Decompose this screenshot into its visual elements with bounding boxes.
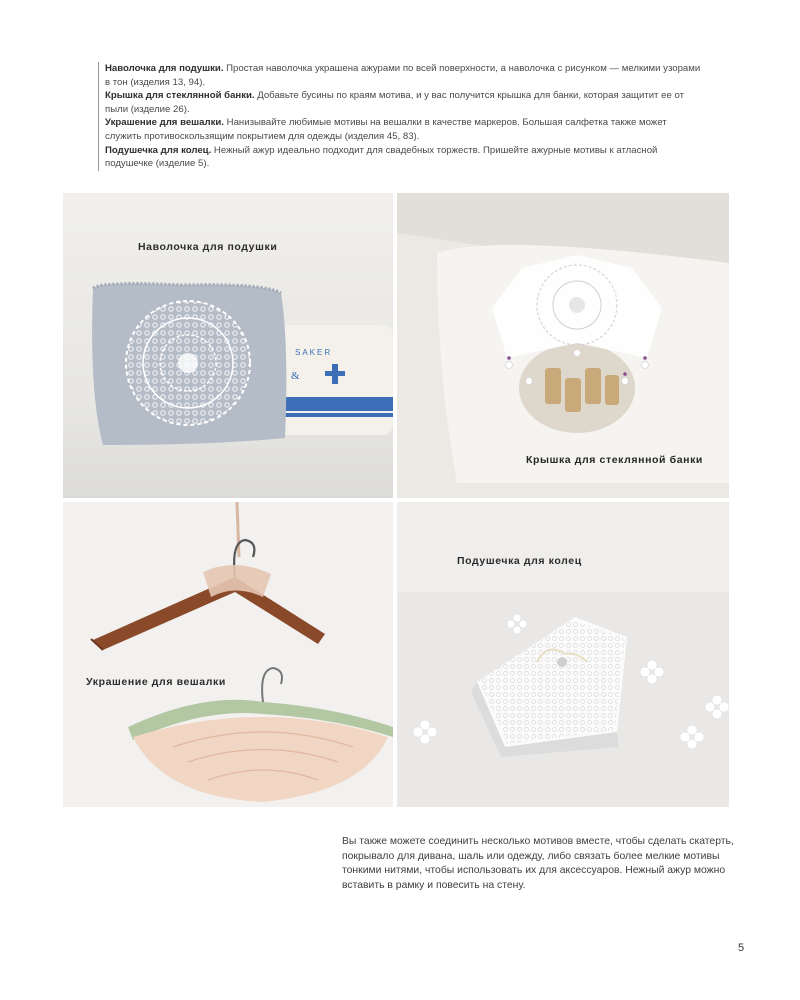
intro-term: Крышка для стеклянной банки.	[105, 90, 255, 102]
intro-pillow	[105, 62, 705, 89]
intro-jar	[105, 89, 705, 116]
intro-term: Наволочка для подушки.	[105, 63, 224, 74]
ring-pillow-photo	[397, 502, 729, 807]
intro-text-block	[98, 62, 705, 171]
intro-ring-pillow	[105, 144, 705, 171]
hanger-image	[63, 502, 393, 807]
intro-term: Украшение для вешалки.	[105, 117, 224, 129]
svg-text:&: &	[291, 370, 300, 382]
intro-desc: Добавьте бусины по краям мотива, и у вас получится крышка для банки, которая защитит ее от пыли (изделие 26).	[105, 90, 684, 115]
pillow-photo	[63, 193, 393, 498]
embroidery-label: SAKER	[295, 348, 333, 357]
intro-desc: Простая наволочка украшена ажурами по всей поверхности, а наволочка с рисунком — мелкими узорами в тон (изделия 13, 94).	[105, 63, 701, 88]
intro-desc: Нанизывайте любимые мотивы на вешалки в качестве маркеров. Большая салфетка также может служить противоскользящим покрытием для одежды (изделия 45, 83).	[105, 117, 667, 142]
intro-hanger	[105, 116, 705, 143]
hanger-caption: Украшение для вешалки	[86, 676, 226, 688]
hanger-photo	[63, 502, 393, 807]
jar-caption: Крышка для стеклянной банки	[526, 454, 703, 466]
intro-term: Подушечка для колец.	[105, 144, 212, 156]
ring-pillow-image	[397, 502, 729, 807]
pillow-image	[63, 193, 393, 498]
intro-desc: Нежный ажур идеально подходит для свадебных торжеств. Пришейте ажурные мотивы к атласной подушечке (изделие 5).	[105, 144, 658, 170]
pillow-caption: Наволочка для подушки	[138, 241, 278, 253]
ring-pillow-caption: Подушечка для колец	[457, 555, 582, 567]
jar-photo	[397, 193, 729, 498]
page-number: 5	[738, 942, 745, 954]
closing-paragraph: Вы также можете соединить несколько мотивов вместе, чтобы сделать скатерть, покрывало для дивана, шаль или одежду, либо связать более мелкие мотивы тонкими нитями, чтобы использовать их для аксессуаров. Нежный ажур можно вставить в рамку и повесить на стену.	[342, 836, 734, 891]
jar-image	[397, 193, 729, 498]
